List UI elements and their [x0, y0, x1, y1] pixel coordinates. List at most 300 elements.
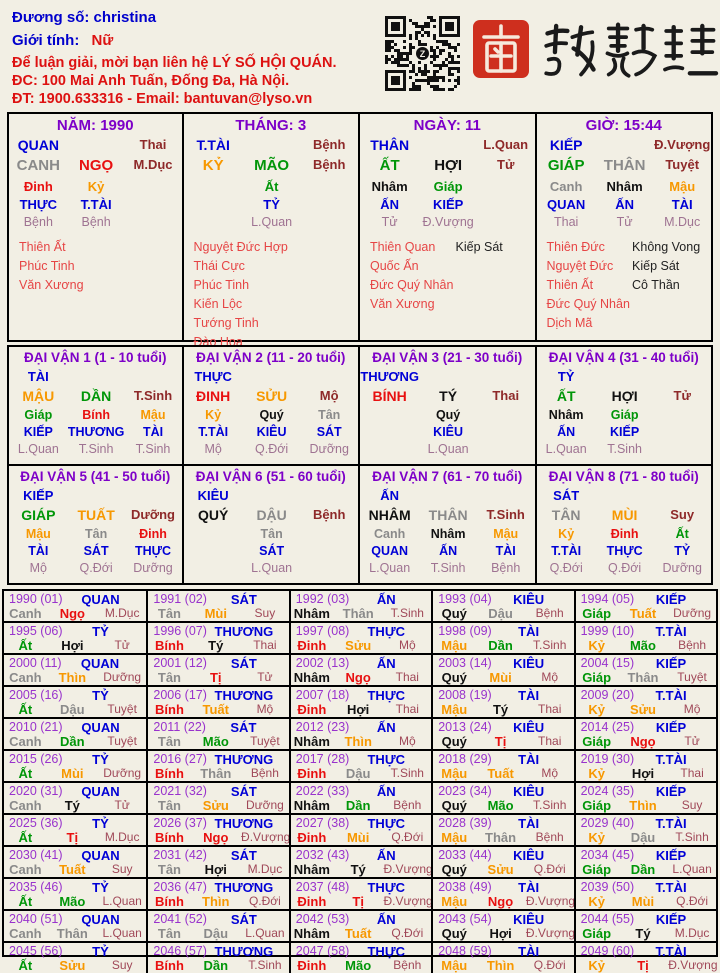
year-branch: Tý: [635, 926, 651, 941]
year-stem: Đinh: [297, 638, 327, 653]
year-stem: Quý: [441, 734, 467, 749]
year-branch: Dần: [60, 734, 85, 749]
year-branch: Mão: [345, 958, 372, 973]
year-branch: Mão: [487, 798, 514, 813]
year-label: 2009 (20): [580, 688, 635, 702]
year-label: 2048 (59): [438, 944, 492, 958]
daivan-ten-god: ẤN: [380, 488, 400, 503]
year-table-row: [4, 685, 716, 717]
year-stage: Đ.Vượng: [668, 958, 718, 972]
year-label: 2044 (55): [580, 912, 635, 926]
hidden-stages-row: L.Quan: [427, 442, 469, 456]
year-ten-god: THƯƠNG: [214, 943, 274, 959]
year-cell: [146, 783, 288, 813]
year-stem: Giáp: [582, 606, 612, 621]
stars-red-column: [370, 238, 456, 314]
year-stage: Q.Đới: [676, 894, 709, 908]
daivan-box: [537, 464, 714, 585]
calligraphy-glyph-ly: [660, 16, 716, 82]
year-ten-god: ẤN: [376, 783, 396, 799]
year-stage: Q.Đới: [248, 894, 281, 908]
pillar-box: [537, 112, 714, 342]
year-ten-god: ẤN: [376, 591, 396, 607]
year-cell: [4, 687, 146, 717]
year-label: 2039 (50): [580, 880, 635, 894]
year-branch: Tý: [208, 638, 224, 653]
year-branch: Tị: [209, 670, 222, 685]
daivan-stage: T.Sinh: [486, 507, 525, 522]
year-stage: T.Sinh: [533, 798, 567, 812]
daivan-stem: NHÂM: [368, 507, 411, 523]
pillar-title: GIỜ: 15:44: [585, 117, 662, 134]
year-stem: Nhâm: [293, 926, 330, 941]
pillar-stage-1: Đ.Vượng: [654, 137, 711, 152]
year-ten-god: TỶ: [92, 623, 109, 639]
star-item: Thiên Ất: [546, 278, 594, 292]
year-branch: Thân: [56, 926, 88, 941]
star-item: Thiên Ất: [19, 240, 66, 254]
hidden-gods-row: ẤN KIẾP: [380, 197, 464, 212]
daivan-stem: TÂN: [551, 507, 581, 523]
year-label: 2014 (25): [580, 720, 635, 734]
year-cell: [146, 911, 288, 941]
year-branch: Thân: [485, 830, 517, 845]
year-branch: Dần: [488, 638, 513, 653]
year-cell: [4, 815, 146, 845]
pillar-box: [184, 112, 361, 349]
year-stem: Ất: [18, 830, 33, 845]
year-stem: Đinh: [297, 830, 327, 845]
pillar-branch: NGỌ: [79, 157, 114, 174]
year-ten-god: THƯƠNG: [214, 751, 274, 767]
year-cell: [431, 623, 573, 653]
year-branch: Dần: [630, 862, 656, 877]
star-item: Thiên Đức: [546, 240, 605, 254]
year-label: 2001 (12): [153, 656, 207, 670]
year-ten-god: QUAN: [81, 719, 120, 735]
calligraphy-glyph-so: [600, 16, 656, 82]
year-ten-god: KIẾP: [655, 655, 687, 671]
year-branch: Dậu: [60, 702, 85, 717]
yearly-table: [2, 589, 718, 973]
pillar-stem: KỶ: [202, 157, 224, 174]
year-ten-god: SÁT: [230, 655, 257, 671]
star-item: Thiên Quan: [370, 240, 436, 254]
hidden-gods-row: ẤN KIẾP: [557, 425, 640, 439]
year-stage: M.Dục: [674, 926, 710, 940]
year-label: 2025 (36): [9, 816, 63, 830]
year-table-row: [4, 877, 716, 909]
year-ten-god: THỰC: [367, 879, 405, 895]
pillar-box: [360, 112, 537, 342]
year-stem: Nhâm: [293, 798, 330, 813]
year-label: 2026 (37): [153, 816, 207, 830]
hidden-stems-row: Kỷ Đinh Ất: [558, 527, 689, 541]
year-cell: [146, 879, 288, 909]
year-label: 2007 (18): [295, 688, 350, 702]
year-label: 2017 (28): [295, 752, 350, 766]
stars-list: [9, 233, 182, 295]
svg-text:Z: Z: [419, 49, 426, 59]
year-ten-god: T.TÀI: [655, 751, 687, 767]
year-table-row: [4, 941, 716, 973]
year-ten-god: TỶ: [92, 815, 109, 831]
stars-black-column: [456, 238, 503, 314]
year-stage: Đ.Vượng: [241, 830, 291, 844]
year-cell: [289, 751, 431, 781]
year-label: 2028 (39): [438, 816, 492, 830]
hidden-stems-row: Kỷ Quý Tân: [205, 408, 341, 422]
daivan-title: ĐẠI VẬN 8 (71 - 80 tuổi): [548, 469, 699, 484]
year-ten-god: KIÊU: [513, 847, 545, 863]
year-stage: Tuyệt: [107, 702, 137, 716]
star-item: Kiếp Sát: [455, 240, 503, 254]
year-stem: Quý: [441, 926, 467, 941]
year-cell: [289, 943, 431, 973]
year-table-row: [4, 591, 716, 621]
year-stem: Tân: [157, 606, 181, 621]
calligraphy-glyph-viet: [540, 16, 596, 82]
year-stage: Tử: [684, 734, 700, 748]
star-item: Kiến Lộc: [193, 297, 243, 311]
year-stem: Tân: [157, 926, 181, 941]
year-label: 2042 (53): [295, 912, 350, 926]
year-ten-god: KIÊU: [513, 783, 545, 799]
year-cell: [4, 911, 146, 941]
daivan-box: [360, 345, 537, 466]
year-cell: [4, 591, 146, 621]
year-branch: Tuất: [487, 766, 514, 781]
year-stem: Quý: [441, 862, 467, 877]
year-branch: Tị: [494, 734, 507, 749]
year-stem: Mậu: [441, 958, 468, 973]
stars-list: [360, 233, 535, 314]
stars-black-column: [632, 238, 700, 333]
star-item: Văn Xương: [19, 278, 84, 292]
year-table-row: [4, 909, 716, 941]
year-ten-god: T.TÀI: [655, 879, 687, 895]
year-ten-god: TỶ: [92, 751, 109, 767]
year-cell: [574, 591, 716, 621]
stars-red-column: [193, 238, 288, 352]
hidden-gods-row: SÁT: [259, 544, 285, 558]
year-cell: [289, 815, 431, 845]
hidden-stages-row: L.Quan: [251, 215, 293, 229]
year-stem: Kỷ: [588, 958, 605, 973]
year-stage: Bệnh: [393, 958, 422, 972]
daivan-title: ĐẠI VẬN 2 (11 - 20 tuổi): [196, 350, 346, 365]
star-item: Phúc Tinh: [193, 278, 250, 292]
year-stage: Bệnh: [393, 798, 422, 812]
year-ten-god: QUAN: [80, 655, 120, 671]
daivan-ten-god: KIÊU: [197, 488, 229, 503]
daivan-stage: Bệnh: [312, 507, 346, 522]
year-stage: Mộ: [541, 766, 559, 780]
year-cell: [4, 623, 146, 653]
year-branch: Ngọ: [345, 670, 371, 685]
contact-line-3: ĐT: 1900.633316 - Email: bantuvan@lyso.vn: [12, 91, 313, 107]
hidden-gods-row: THỰC T.TÀI: [19, 197, 112, 212]
year-branch: Tý: [350, 862, 366, 877]
year-table-row: [4, 653, 716, 685]
year-cell: [146, 943, 288, 973]
year-cell: [574, 911, 716, 941]
daivan-stage: Thai: [492, 388, 520, 403]
year-branch: Thìn: [202, 894, 230, 909]
subject-value: christina: [93, 9, 157, 26]
year-label: 2012 (23): [295, 720, 350, 734]
year-stage: Mộ: [256, 702, 274, 716]
year-branch: Thân: [200, 766, 232, 781]
year-branch: Thìn: [58, 670, 87, 685]
year-branch: Dậu: [345, 766, 371, 781]
daivan-stem: ĐINH: [196, 388, 231, 404]
year-stage: Bệnh: [535, 606, 564, 620]
year-stem: Đinh: [297, 702, 327, 717]
year-stage: M.Dục: [104, 830, 140, 844]
year-stem: Mậu: [441, 702, 468, 717]
stars-list: [184, 233, 359, 352]
year-branch: Mão: [59, 894, 86, 909]
year-branch: Dậu: [203, 926, 229, 941]
year-ten-god: TÀI: [518, 879, 540, 895]
year-ten-god: T.TÀI: [655, 943, 687, 959]
daivan-title: ĐẠI VẬN 5 (41 - 50 tuổi): [20, 469, 171, 484]
year-stage: Thai: [395, 670, 419, 684]
year-cell: [146, 751, 288, 781]
year-branch: Tuất: [629, 606, 657, 621]
year-stage: Suy: [111, 958, 133, 972]
year-ten-god: SÁT: [230, 847, 257, 863]
year-ten-god: KIẾP: [655, 783, 687, 799]
year-cell: [574, 943, 716, 973]
star-item: Văn Xương: [370, 297, 435, 311]
year-label: 2020 (31): [9, 784, 63, 798]
year-stage: L.Quan: [245, 926, 285, 940]
year-branch: Hợi: [631, 766, 655, 781]
year-ten-god: QUAN: [81, 847, 120, 863]
year-stage: Q.Đới: [391, 830, 424, 844]
year-ten-god: ẤN: [376, 655, 396, 671]
year-label: 2010 (21): [9, 720, 63, 734]
year-label: 2018 (29): [438, 752, 492, 766]
year-branch: Tuất: [59, 862, 86, 877]
pillar-stage-1: L.Quan: [483, 137, 529, 152]
year-stage: L.Quan: [102, 894, 142, 908]
year-cell: [431, 751, 573, 781]
year-ten-god: KIÊU: [513, 655, 545, 671]
star-item: Dịch Mã: [546, 316, 593, 330]
year-branch: Sửu: [345, 638, 372, 653]
year-table-row: [4, 781, 716, 813]
year-branch: Thân: [627, 670, 659, 685]
year-stem: Quý: [441, 606, 467, 621]
daivan-branch: TÝ: [439, 388, 458, 404]
year-cell: [289, 847, 431, 877]
year-stem: Bính: [155, 702, 184, 717]
year-cell: [289, 719, 431, 749]
year-label: 2008 (19): [438, 688, 492, 702]
year-cell: [289, 623, 431, 653]
year-stem: Canh: [9, 734, 42, 749]
year-branch: Mùi: [489, 670, 512, 685]
year-stem: Canh: [9, 926, 42, 941]
year-stage: Đ.Vượng: [525, 894, 576, 908]
year-stage: Q.Đới: [533, 862, 566, 876]
year-branch: Thìn: [486, 958, 515, 973]
year-stage: Thai: [538, 702, 562, 716]
year-label: 2038 (49): [438, 880, 492, 894]
year-stage: Mộ: [683, 702, 701, 716]
year-branch: Tị: [66, 830, 79, 845]
year-cell: [431, 911, 576, 941]
daivan-stage: T.Sinh: [133, 388, 173, 403]
hidden-stages-row: L.Quan: [251, 561, 293, 575]
year-stage: Suy: [681, 798, 703, 812]
year-ten-god: SÁT: [230, 783, 257, 799]
year-ten-god: KIÊU: [513, 911, 545, 927]
pillar-ten-god: THÂN: [370, 137, 410, 153]
year-branch: Dậu: [630, 830, 656, 845]
year-branch: Mùi: [346, 830, 370, 845]
year-branch: Hợi: [61, 638, 84, 653]
year-cell: [574, 783, 716, 813]
year-label: 1990 (01): [9, 592, 63, 606]
year-stem: Giáp: [582, 926, 612, 941]
year-ten-god: KIÊU: [513, 591, 545, 607]
year-stem: Quý: [441, 798, 467, 813]
year-cell: [289, 591, 431, 621]
year-stage: Suy: [111, 862, 133, 876]
year-stem: Mậu: [441, 830, 468, 845]
star-item: Nguyệt Đức Hợp: [193, 240, 288, 254]
year-cell: [431, 815, 573, 845]
hidden-stems-row: Mậu Tân Đinh: [25, 527, 167, 541]
year-stem: Canh: [9, 798, 42, 813]
year-label: 2041 (52): [153, 912, 207, 926]
daivan-row-2: [7, 464, 713, 585]
year-cell: [4, 783, 146, 813]
year-branch: Dần: [203, 958, 229, 973]
year-stage: T.Sinh: [675, 830, 709, 844]
hidden-stages-row: Q.Đới Q.Đới Dưỡng: [549, 561, 702, 575]
year-branch: Mùi: [61, 766, 84, 781]
pillar-stage-1: Bệnh: [312, 137, 346, 152]
contact-line-1: Để luận giải, mời bạn liên hệ LÝ SỐ HỘI QUÁN.: [12, 55, 337, 71]
year-stage: L.Quan: [672, 862, 712, 876]
daivan-title: ĐẠI VẬN 7 (61 - 70 tuổi): [372, 469, 523, 484]
year-ten-god: THỰC: [367, 943, 405, 959]
hidden-stages-row: Mộ Q.Đới Dưỡng: [29, 561, 173, 575]
year-branch: Hợi: [489, 926, 512, 941]
year-ten-god: THƯƠNG: [214, 687, 274, 703]
year-stem: Bính: [155, 638, 184, 653]
year-stage: Suy: [254, 606, 276, 620]
year-ten-god: QUAN: [81, 591, 120, 607]
hidden-stages-row: L.Quan T.Sinh T.Sinh: [17, 442, 171, 456]
year-stem: Tân: [157, 798, 181, 813]
year-branch: Ngọ: [203, 830, 229, 845]
year-branch: Hợi: [204, 862, 227, 877]
year-branch: Mùi: [204, 606, 227, 621]
year-ten-god: THƯƠNG: [214, 879, 274, 895]
year-label: 2047 (58): [295, 944, 350, 958]
year-label: 2004 (15): [580, 656, 635, 670]
year-branch: Sửu: [202, 798, 229, 813]
year-cell: [431, 591, 573, 621]
year-label: 2022 (33): [295, 784, 350, 798]
year-cell: [289, 911, 431, 941]
year-branch: Ngọ: [630, 734, 656, 749]
year-ten-god: ẤN: [376, 911, 396, 927]
year-cell: [431, 655, 573, 685]
pillar-branch: THÂN: [603, 157, 646, 174]
year-stage: Dưỡng: [103, 766, 142, 780]
year-stage: T.Sinh: [390, 766, 424, 780]
year-stem: Đinh: [297, 958, 327, 973]
hidden-stems-row: Quý: [435, 408, 461, 422]
pillar-stage-1: Thai: [139, 137, 167, 152]
year-ten-god: KIẾP: [655, 847, 687, 863]
star-item: Quốc Ấn: [370, 259, 419, 273]
year-stage: Q.Đới: [391, 926, 424, 940]
year-stage: Bệnh: [250, 766, 279, 780]
year-label: 2024 (35): [580, 784, 635, 798]
daivan-branch: DẬU: [256, 507, 287, 523]
daivan-box: [7, 464, 184, 585]
year-stage: T.Sinh: [248, 958, 282, 972]
year-stage: Thai: [538, 734, 562, 748]
year-label: 2049 (60): [580, 944, 635, 958]
year-stage: Đ.Vượng: [525, 926, 576, 940]
year-cell: [289, 655, 431, 685]
daivan-title: ĐẠI VẬN 4 (31 - 40 tuổi): [548, 350, 699, 365]
gender-value: Nữ: [91, 32, 114, 49]
daivan-title: ĐẠI VẬN 1 (1 - 10 tuổi): [23, 350, 167, 365]
pillar-stem: ẤT: [379, 157, 400, 174]
daivan-branch: THÂN: [428, 507, 468, 523]
year-stage: Mộ: [398, 638, 416, 652]
year-stem: Quý: [441, 670, 467, 685]
subject-name-line: [12, 9, 156, 26]
year-stem: Ất: [18, 702, 33, 717]
year-branch: Dần: [345, 798, 371, 813]
daivan-ten-god: TỶ: [557, 369, 575, 384]
year-label: 2005 (16): [9, 688, 63, 702]
year-label: 2015 (26): [9, 752, 63, 766]
year-cell: [146, 623, 288, 653]
year-cell: [289, 687, 431, 717]
year-branch: Tý: [492, 702, 509, 717]
year-cell: [146, 655, 288, 685]
year-cell: [146, 591, 288, 621]
year-label: 2031 (42): [153, 848, 207, 862]
year-stem: Mậu: [441, 766, 468, 781]
year-ten-god: TÀI: [518, 815, 540, 831]
year-cell: [4, 879, 146, 909]
pillar-branch: HỢI: [434, 157, 463, 174]
hidden-stems-row: Nhâm Giáp: [371, 179, 463, 194]
daivan-stage: Mộ: [319, 388, 339, 403]
year-branch: Tị: [637, 958, 649, 973]
year-stem: Giáp: [582, 862, 612, 877]
year-cell: [146, 719, 288, 749]
year-branch: Tuất: [344, 926, 372, 941]
hidden-gods-row: T.TÀI KIÊU SÁT: [198, 425, 342, 439]
year-label: 2037 (48): [295, 880, 350, 894]
year-stem: Canh: [9, 862, 42, 877]
year-ten-god: TÀI: [518, 751, 540, 767]
